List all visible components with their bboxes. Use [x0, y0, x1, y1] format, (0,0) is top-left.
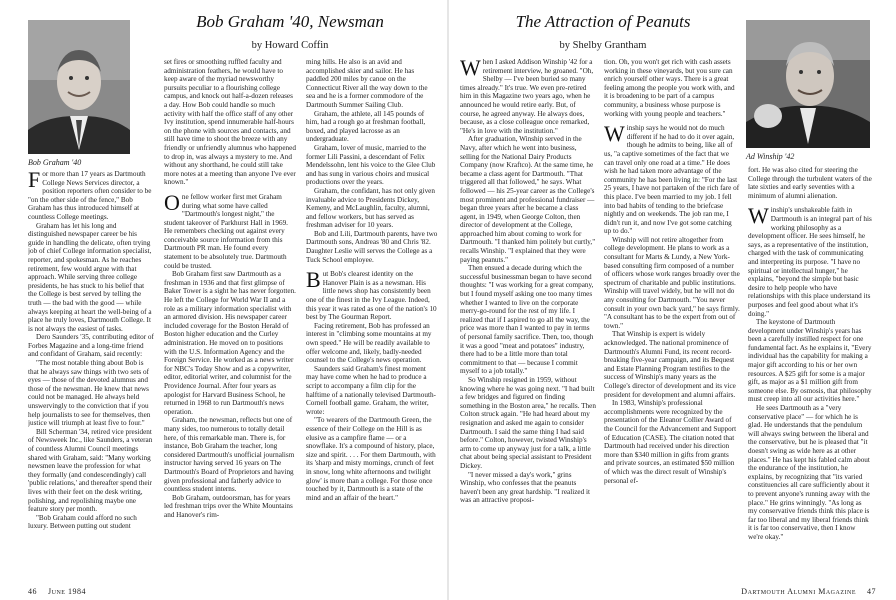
article-paragraph — [748, 166, 872, 200]
article-paragraph — [28, 359, 154, 428]
magazine-name: Dartmouth Alumni Magazine — [741, 587, 856, 596]
bob-graham-photo-caption: Bob Graham '40 — [28, 158, 82, 167]
article-paragraph — [460, 376, 596, 471]
portrait-illustration — [746, 20, 870, 148]
paragraph-text: Bob Graham first saw Dartmouth as a freshman in 1936 and that first glimpse of Baker Tower is a sight he has never forgotten. He left the College for World War II and a role as a military information specialist with an armored division. His newspaper career included coverage for the Boston Herald of Boston higher education and the Curley administration. He moved on to positions with the U.S. Information Agency and the Foreign Service. He worked as a news writer for NBC's Today Show and as a copywriter, editor, editorial writer, and columnist for the Providence Journal. After four years as apologist for Harvard Business School, he returned in 1968 to run Dartmouth's news operation. — [164, 270, 296, 416]
article-paragraph — [164, 494, 296, 520]
article-paragraph — [460, 471, 596, 505]
left-article-column-1 — [28, 170, 154, 582]
paragraph-text: fort. He was also cited for steering the College through the turbulent waters of the late sixties and early seventies with a minimum of alumni alienation. — [748, 166, 872, 200]
paragraph-text: That Winship is expert is widely acknowledged. The national prominence of Dartmouth's Alumni Fund, its recent record-breaking five-year campaign, and its Bequest and Estate Planning Program testifies to the success of Winship's many years as the College's director of development and its vice president for development and alumni affairs. — [604, 330, 736, 399]
paragraph-text: Graham, the athlete, all 145 pounds of him, had a rough go at freshman football, boxed, and played lacrosse as an undergraduate. — [306, 109, 426, 144]
right-article-column-2 — [604, 58, 740, 582]
article-paragraph — [28, 170, 154, 222]
paragraph-text: "To wearers of the Dartmouth Green, the essence of their College on the Hill is as elusive as a campfire flame — or a snowflake. It's a compound of history, place, size and spirit. . . . For them Dartmouth, with its 'sharp and misty mornings, crunch of feet in snow, long white afternoons and twilight glow' is more than a college. For those once touched by it, Dartmouth is a state of the mind and an affair of the heart." — [306, 416, 436, 502]
right-folio — [741, 587, 876, 596]
article-paragraph — [164, 416, 296, 493]
portrait-illustration — [28, 20, 130, 154]
paragraph-text: Graham has let his long and distinguished newspaper career be his guide in handling the delicate, often trying job of chief College information specialist, reporter, and spokesman. As he reaches retirement, few would argue with that approach. While serving three college presidents, he has stuck to his belief that the College is best served by telling the truth — the bad with the good — while always keeping at heart the well-being of a place he truly loves, Dartmouth College. It is not always the easiest of tasks. — [28, 221, 152, 333]
ad-winship-photo — [746, 20, 870, 148]
article-paragraph — [460, 264, 596, 376]
paragraph-text: hen I asked Addison Winship '42 for a retirement interview, he groaned. "Oh, Shelby — I've been buried so many times already." It's true. We even pre-retired him in this Magazine two years ago, when he announced he would retire early. But, of course, he agreed anyway. He always does, because, as a close colleague once remarked, "He's in love with the institution." — [460, 58, 594, 135]
paragraph-text: After graduation, Winship served in the Navy, after which he went into business, selling for the National Dairy Products Company (now Kraftco). At the same time, he became a class agent for Dartmouth. "That triggered all that followed," he says. What followed — his 25-year career as the College's most prominent and professional fundraiser — began three years after he became a class agent, in 1949, when George Colton, then director of development at the College, approached him about coming to work for Dartmouth. "I thanked him politely but curtly," recalls Winship. "I explained that they were paying peanuts." — [460, 135, 596, 264]
drop-cap: B — [306, 267, 321, 293]
paragraph-text: Graham, lover of music, married to the former Lili Passini, a descendant of Felix Mendelssohn, lent his voice to the Glee Club and has sung in various choirs and musical productions over the years. — [306, 143, 436, 187]
bob-graham-photo — [28, 20, 130, 154]
article-paragraph — [164, 58, 296, 187]
paragraph-text: ming hills. He also is an avid and accomplished skier and sailor. He has paddled 200 miles by canoe on the Connecticut River all the way down to the sea and he is a former commodore of the Dartmouth Summer Sailing Club. — [306, 58, 428, 109]
article-paragraph — [164, 189, 296, 270]
paragraph-text: Winship will not retire altogether from college development. He plans to work as a consultant for Marts & Lundy, a New York-based consulting firm composed of a number of officers whose work ranges broadly over the spectrum of charitable and public institutions. Winship will travel widely, but he will not do any consulting for Dartmouth. "You never consult in your own back yard," he says firmly. "A consultant has to be the expert from out of town." — [604, 235, 740, 330]
article-paragraph — [164, 270, 296, 416]
paragraph-text: So Winship resigned in 1959, without knowing where he was going next. "I had built a few bridges and figured on finding something in the Boston area," he recalls. Then Colton struck again. "He had heard about my resignation and asked me again to consider Dartmouth. I said the same thing I had said before." Colton, however, twisted Winship's arm to come up anyway just for a talk, a little chat about being special assistant to President Dickey. — [460, 375, 596, 470]
winship-article-byline: by Shelby Grantham — [559, 40, 647, 51]
article-paragraph — [306, 267, 438, 322]
article-paragraph — [604, 121, 740, 236]
paragraph-text: The keystone of Dartmouth development under Winship's years has been a carefully instilled respect for one fundamental fact. As he explains it, "Every individual has the capability for making a major gift according to his or her own resources. A $25 gift for some is a major gift, as major as a $1 million gift from someone else. By osmosis, that philosophy must creep into all our activities here." — [748, 318, 872, 404]
paragraph-text: tion. Oh, you won't get rich with cash assets working in these vineyards, but you sure can enrich yourself other ways. There is a great feeling among the people you work with, and it is broadening to be part of a campus community, a business whose purpose is working with young people and teachers." — [604, 58, 735, 118]
paragraph-text: Dero Saunders '35, contributing editor of Forbes Magazine and a long-time friend and confidant of Graham, said recently: — [28, 333, 154, 359]
drop-cap: O — [164, 189, 180, 215]
article-paragraph — [748, 203, 872, 318]
drop-cap: W — [748, 203, 769, 229]
paragraph-text: Bob Graham, outdoorsman, has for years led freshman trips over the White Mountains and Hanover's rim- — [164, 493, 293, 519]
paragraph-text: He sees Dartmouth as a "very conservative place" — for which he is glad. He understands that the pendulum will always swing between the liberal and the conservative, but he is pleased that "it doesn't swing as wide here as at other places." He has kept his fabled calm about the endurance of the institution, he explains, by recognizing that "its varied constituencies all care sufficiently about it to prevent anyone's running away with the place." He grins winningly. "As long as my conservative friends think this place is far too liberal and my liberal friends think it is far too conservative, then I know we're okay." — [748, 404, 870, 541]
article-paragraph — [306, 187, 438, 230]
left-page-number: 46 — [28, 587, 37, 596]
right-page-number: 47 — [867, 587, 876, 596]
paragraph-text: Then ensued a decade during which the successful businessman began to have second thoughts: "I was working for a great company, but I found myself asking one too many times whether I wanted to live on the corporate merry-go-round for the rest of my life. I realized that if I aspired to go all the way, the price was more than I wanted to pay in terms of personal family sacrifice. Then, too, though it was a good "meat and potatoes" industry, there had to be a little more than total commitment to that — because I commit myself to a job totally." — [460, 264, 594, 376]
paragraph-text: ne fellow worker first met Graham during what some have called "Dartmouth's longest night," the student takeover of Parkhurst Hall in 1969. He remembers checking out against every conceivable source information from this Dartmouth PR man. He found every statement to be absolutely true. Dartmouth could be trusted. — [164, 192, 288, 270]
left-folio — [28, 587, 86, 596]
paragraph-text: inship says he would not do much different if he had to do it over again, though he admits to being, like all of us, "a captive sometimes of the fact that we can travel only one road at a time." He does wish he had taken more advantage of the community he has been living in: "For the last 25 years, I have not partaken of the rich fare of this place. I've been married to my job. I fell into bad habits of tending to the briefcase nightly and on weekends. The job ran me, I didn't run it, and now I've got some catching up to do." — [604, 124, 740, 236]
article-paragraph — [604, 399, 740, 485]
left-article-column-3 — [306, 58, 438, 582]
paragraph-text: Bob and Lili, Dartmouth parents, have two Dartmouth sons, Andreas '80 and Chris '82. Daughter Leslie will serves the College as a Tuck School employee. — [306, 229, 438, 264]
right-article-column-1 — [460, 58, 596, 582]
article-paragraph — [28, 333, 154, 359]
paragraph-text: inship's unshakeable faith in Dartmouth is an integral part of his working philosophy as a development officer. He sees himself, he says, as a representative of the institution, charged with the task of communicating and interpreting its purpose. "I have no spiritual or intellectual hunger," he explains, "beyond the simple but basic desire to help people who have relationships with this place understand its purposes and feel good about what it's doing." — [748, 206, 872, 318]
left-issue-date: June 1984 — [48, 587, 86, 596]
article-paragraph — [748, 404, 872, 542]
paragraph-text: "The most notable thing about Bob is that he always saw things with two sets of eyes — those of the devoted alumnus and those of the newsman. He knew that news could not be managed. He always held unswervingly to the conviction that if you help journalists to see for themselves, then justice will triumph at least five to four." — [28, 359, 151, 428]
article-paragraph — [28, 428, 154, 514]
article-paragraph — [604, 330, 740, 399]
article-paragraph — [28, 514, 154, 531]
article-paragraph — [306, 322, 438, 365]
drop-cap: F — [28, 170, 41, 192]
paragraph-text: ut Bob's clearest identity on the Hanover Plain is as a newsman. His little news shop has consistently been one of the finest in the Ivy League. Indeed, this year it was rated as one of the nation's 10 best by The Gourman Report. — [306, 270, 437, 322]
right-page — [448, 0, 896, 600]
bob-graham-article-byline: by Howard Coffin — [251, 40, 329, 51]
article-paragraph — [306, 230, 438, 264]
article-paragraph — [460, 135, 596, 264]
article-paragraph — [748, 318, 872, 404]
drop-cap: W — [604, 121, 625, 147]
paragraph-text: set fires or smoothing ruffled faculty and administration feathers, he would have to keep aware of the myriad newsworthy pursuits peculiar to a flourishing college campus, and knock out half-a-dozen releases a day. How Bob could handle so much activity with half the office staff of any other Ivy institution, spend innumerable half-hours on the phone with sources and contacts, and still have time to shoot the breeze with any friendly or unfriendly alumnus who happened to drop in, was always a mystery to me. And without any shorthand, he could still take more notes at a meeting than anyone I've ever known." — [164, 58, 296, 187]
paragraph-text: Facing retirement, Bob has professed an interest in "climbing some mountains at my own speed." He will be readily available to offer welcome and, likely, badly-needed counsel to the College's news operation. — [306, 321, 432, 365]
paragraph-text: In 1983, Winship's professional accomplishments were recognized by the presentation of the Eleanor Collier Award of the Council for the Advancement and Support of Education (CASE). The citation noted that Dartmouth had received under his direction more than $340 million in gifts from grants and private sources, an estimated $50 million of which was the direct result of Winship's personal ef- — [604, 399, 737, 485]
paragraph-text: Saunders said Graham's finest moment may have come when he had to produce a script to accompany a film clip for the halftime of a nationally televised Dartmouth-Cornell football game. Graham, the writer, wrote: — [306, 364, 436, 416]
paragraph-text: Bill Scherman '34, retired vice president of Newsweek Inc., like Saunders, a veteran of countless Alumni Council meetings shared with Graham, said: "Many working newsmen leave the profession for what they formally (and condescendingly) call 'public relations,' and thereafter spend their lives with their feet on the desk writing, polishing, and repolishing maybe one feature story per month. — [28, 427, 153, 514]
drop-cap: W — [460, 58, 481, 80]
article-paragraph — [604, 58, 740, 118]
bob-graham-article-title: Bob Graham '40, Newsman — [196, 12, 384, 31]
article-paragraph — [306, 365, 438, 417]
paragraph-text: Graham, the newsman, reflects but one of many sides, too numerous to totally detail here, of this remarkable man. There is, for instance, Bob Graham the teacher, long considered Dartmouth's unofficial journalism instructor having served 16 years on The Dartmouth's Board of Proprietors and having given professional and fatherly advice to countless student interns. — [164, 416, 295, 494]
article-paragraph — [460, 58, 596, 135]
article-paragraph — [306, 58, 438, 110]
article-paragraph — [28, 222, 154, 334]
article-paragraph — [306, 110, 438, 144]
paragraph-text: Graham, the confidant, has not only given invaluable advice to Presidents Dickey, Kemeny, and McLaughlin, faculty, alumni, and fellow workers, but has served as freshman adviser for 10 years. — [306, 186, 435, 230]
left-article-column-2 — [164, 58, 296, 582]
article-paragraph — [306, 416, 438, 502]
ad-winship-photo-caption: Ad Winship '42 — [746, 152, 795, 161]
paragraph-text: or more than 17 years as Dartmouth College News Services director, a position reporters often consider to be "on the other side of the fence," Bob Graham has thus introduced himself at countless College meetings. — [28, 170, 152, 221]
paragraph-text: "Bob Graham could afford no such luxury. Between putting out student — [28, 513, 137, 531]
paragraph-text: "I never missed a day's work," grins Winship, who confesses that the peanuts haven't been any great hardship. "I realized it was an attractive proposi- — [460, 470, 590, 505]
winship-article-title: The Attraction of Peanuts — [515, 12, 691, 31]
article-paragraph — [604, 236, 740, 331]
article-paragraph — [306, 144, 438, 187]
right-article-column-3 — [748, 166, 872, 582]
